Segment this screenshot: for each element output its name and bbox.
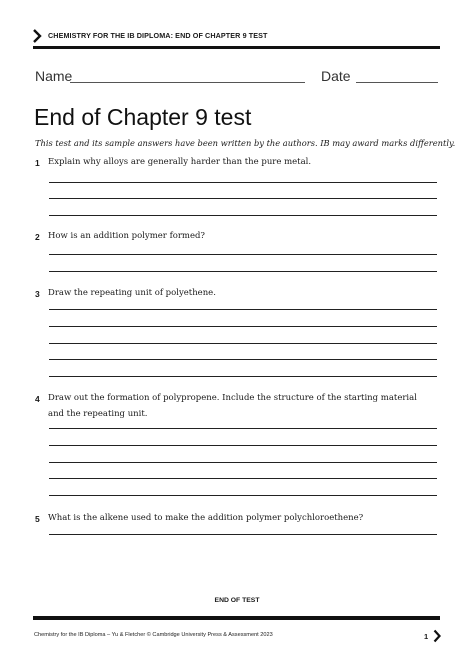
chevron-right-icon[interactable] [433,629,441,643]
answer-line[interactable] [49,478,437,479]
question-text: How is an addition polymer formed? [48,231,205,241]
page-number: 1 [424,632,429,641]
name-field-line[interactable] [70,82,305,83]
answer-line[interactable] [49,326,437,327]
footer-credit: Chemistry for the IB Diploma – Yu & Fletcher © Cambridge University Press & Assessment 2023 [34,632,273,638]
header-title: CHEMISTRY FOR THE IB DIPLOMA: END OF CHAPTER 9 TEST [48,31,268,40]
question-text: Explain why alloys are generally harder than the pure metal. [48,157,312,167]
question-number: 5 [35,514,40,524]
name-label: Name [35,68,73,84]
answer-line[interactable] [49,309,437,310]
question-number: 3 [35,289,40,299]
date-field-line[interactable] [356,82,438,83]
header-divider [33,46,440,49]
chevron-right-icon [32,29,42,43]
page-title: End of Chapter 9 test [34,104,252,130]
answer-line[interactable] [49,343,437,344]
answer-line[interactable] [49,182,437,183]
question-text: What is the alkene used to make the addition polymer polychloroethene? [48,513,364,523]
answer-line[interactable] [49,445,437,446]
answer-line[interactable] [49,215,437,216]
question-number: 1 [35,158,40,168]
disclaimer-note: This test and its sample answers have been written by the authors. IB may award marks differently. [35,138,456,148]
answer-line[interactable] [49,428,437,429]
answer-line[interactable] [49,376,437,377]
question-text: Draw out the formation of polypropene. Include the structure of the starting material and the repeating unit. [48,393,417,419]
answer-line[interactable] [49,359,437,360]
footer-divider [33,616,440,620]
question-text: Draw the repeating unit of polyethene. [48,288,216,298]
answer-line[interactable] [49,495,437,496]
answer-line[interactable] [49,271,437,272]
question-number: 4 [35,394,40,404]
question-number: 2 [35,232,40,242]
end-of-test-label: END OF TEST [214,597,260,604]
answer-line[interactable] [49,462,437,463]
answer-line[interactable] [49,254,437,255]
answer-line[interactable] [49,198,437,199]
date-label: Date [321,68,351,84]
answer-line[interactable] [49,534,437,535]
